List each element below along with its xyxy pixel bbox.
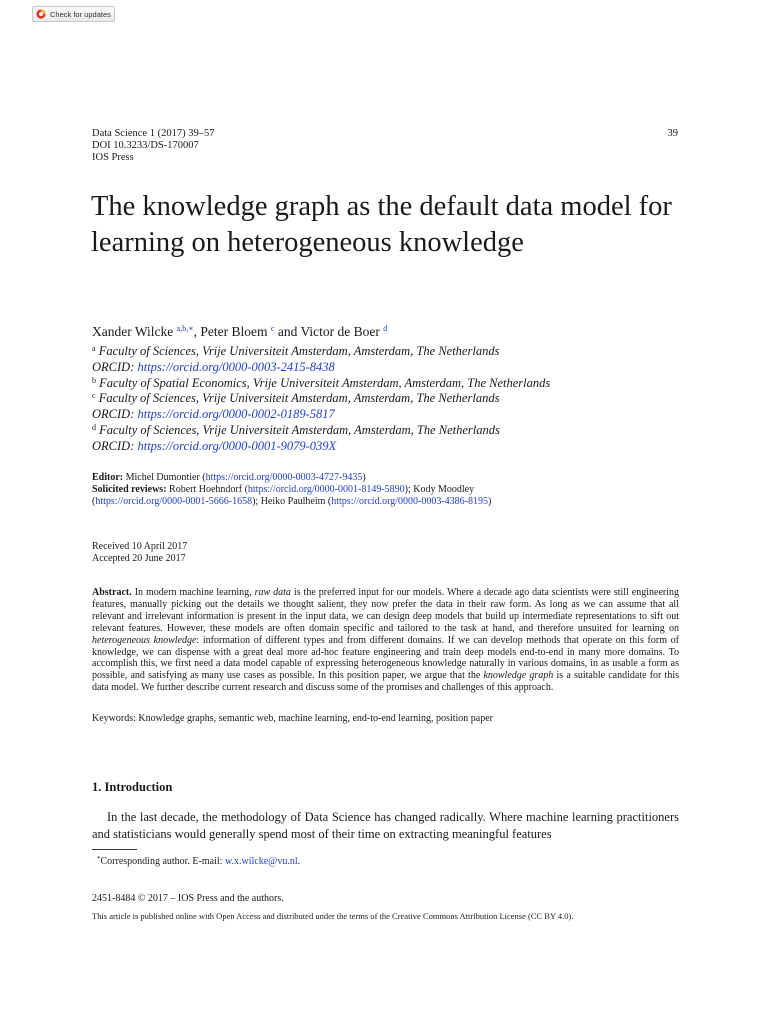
abstract-emphasis: knowledge graph [483, 670, 554, 682]
affiliation-marker: c [92, 391, 96, 401]
check-for-updates-label: Check for updates [50, 9, 111, 19]
author-separator: , [193, 324, 201, 339]
footnote-marker: * [97, 855, 101, 863]
footnote-text: Corresponding author. E-mail: [100, 856, 225, 867]
affiliation-text: Faculty of Spatial Economics, Vrije Universiteit Amsterdam, Amsterdam, The Netherlands [96, 375, 551, 390]
orcid-link[interactable]: https://orcid.org/0000-0001-5666-1658 [95, 496, 253, 507]
author-name: Victor de Boer [300, 324, 380, 339]
reviewer-name: ); Heiko Paulheim ( [252, 496, 332, 507]
orcid-line [92, 407, 550, 423]
orcid-link[interactable]: https://orcid.org/0000-0003-4386-8195 [331, 496, 488, 507]
affiliation-b [92, 376, 550, 392]
email-link[interactable]: w.x.wilcke@vu.nl [224, 856, 298, 867]
abstract-emphasis: heterogeneous knowledge [92, 634, 197, 646]
punctuation: ( [92, 496, 96, 507]
orcid-link[interactable]: https://orcid.org/0000-0002-0189-5817 [137, 407, 335, 422]
journal-publisher: IOS Press [92, 152, 134, 163]
editor-line [92, 472, 682, 484]
paper-title: The knowledge graph as the default data model for learning on heterogeneous knowledge [91, 191, 672, 258]
abstract-text: is the preferred input for our models. Where a decade ago data scientists were still engineering features, manually picking out the details we thought salient, they now prefer the data in their raw form. As long as we can assume that all relevant and irrelevant information is present in the input data, we can design deep models that build up intermediate representations to sift out relevant features. However, these models are often domain specific and tailored to the task at hand, and therefore unsuited for learning on [92, 587, 680, 634]
affiliation-a [92, 344, 550, 360]
orcid-link[interactable]: https://orcid.org/0000-0003-2415-8438 [137, 359, 335, 374]
section-heading: 1. Introduction [92, 780, 173, 794]
received-date: Received 10 April 2017 [92, 541, 188, 552]
affiliation-text: Faculty of Sciences, Vrije Universiteit Amsterdam, Amsterdam, The Netherlands [95, 344, 500, 358]
orcid-link[interactable]: https://orcid.org/0000-0003-4727-9435 [205, 472, 363, 483]
orcid-line [92, 360, 550, 376]
editor-label: Editor: [92, 472, 124, 483]
reviewer-name: Robert Hoehndorf ( [166, 484, 248, 495]
affiliation-list [92, 344, 550, 455]
affiliation-marker: a [92, 344, 96, 353]
section-paragraph: In the last decade, the methodology of Data Science has changed radically. Where machine learning practitioners and statisticians would generally spend most of their time on extracting meaningful features [92, 810, 679, 841]
abstract-text: : information of different types and from different domains. If we can develop methods that operate on this form of knowledge, we can dispense with a great deal more ad-hoc feature engineering and train deep models end-to-end in many more domains. To accomplish this, we first need a data model capable of expressing heterogeneous knowledge naturally in various domains, in as usable a form as possible, and satisfying as many use cases as possible. In this position paper, we argue that the [92, 634, 679, 682]
editor-block [92, 472, 682, 508]
author-affiliation-marker[interactable]: a,b,∗ [176, 324, 194, 333]
abstract-emphasis: raw data [254, 587, 291, 598]
abstract [92, 587, 679, 694]
page-number: 39 [667, 128, 678, 139]
accepted-date: Accepted 20 June 2017 [92, 553, 186, 564]
orcid-link[interactable]: https://orcid.org/0000-0001-9079-039X [137, 438, 337, 453]
orcid-label: ORCID: [92, 438, 138, 453]
orcid-line [92, 439, 550, 455]
journal-doi: DOI 10.3233/DS-170007 [92, 140, 199, 151]
license-notice: This article is published online with Open Access and distributed under the terms of the Creative Commons Attribution License (CC BY 4.0). [92, 911, 574, 921]
abstract-text: is a suitable candidate for this data model. We further describe current research and discuss some of the promises and challenges of this approach. [92, 670, 680, 694]
reviews-label: Solicited reviews: [92, 484, 167, 495]
affiliation-text: Faculty of Sciences, Vrije Universiteit Amsterdam, Amsterdam, The Netherlands [96, 422, 500, 437]
orcid-link[interactable]: https://orcid.org/0000-0001-8149-5890 [247, 484, 405, 495]
copyright-notice: 2451-8484 © 2017 – IOS Press and the authors. [92, 893, 284, 904]
reviews-line [92, 484, 682, 496]
orcid-label: ORCID: [92, 407, 138, 422]
punctuation: . [297, 856, 301, 867]
author-affiliation-marker[interactable]: d [383, 324, 388, 333]
footnote-divider [92, 849, 137, 850]
author-name: Peter Bloem [200, 324, 268, 339]
date-block [92, 541, 187, 565]
journal-citation: Data Science 1 (2017) 39–57 [92, 128, 215, 139]
author-affiliation-marker[interactable]: c [270, 324, 275, 333]
author-list [92, 324, 387, 340]
affiliation-d [92, 423, 550, 439]
editor-name: Michel Dumontier ( [123, 472, 206, 483]
affiliation-c [92, 391, 550, 407]
orcid-label: ORCID: [92, 359, 138, 374]
footnote [97, 856, 300, 867]
punctuation: ) [488, 496, 492, 507]
affiliation-marker: b [92, 375, 96, 385]
abstract-text: In modern machine learning, [131, 587, 255, 598]
check-for-updates-button[interactable] [32, 6, 115, 22]
author-separator: and [274, 324, 301, 339]
keywords: Keywords: Knowledge graphs, semantic web, machine learning, end-to-end learning, position paper [92, 713, 493, 724]
author-name: Xander Wilcke [92, 324, 174, 339]
journal-header [92, 128, 214, 164]
affiliation-marker: d [92, 422, 96, 432]
reviews-line [92, 496, 682, 508]
affiliation-text: Faculty of Sciences, Vrije Universiteit Amsterdam, Amsterdam, The Netherlands [95, 391, 500, 406]
abstract-label: Abstract. [92, 587, 132, 598]
reviewer-name: ); Kody Moodley [404, 484, 475, 495]
check-for-updates-icon [36, 9, 46, 19]
punctuation: ) [362, 472, 366, 483]
